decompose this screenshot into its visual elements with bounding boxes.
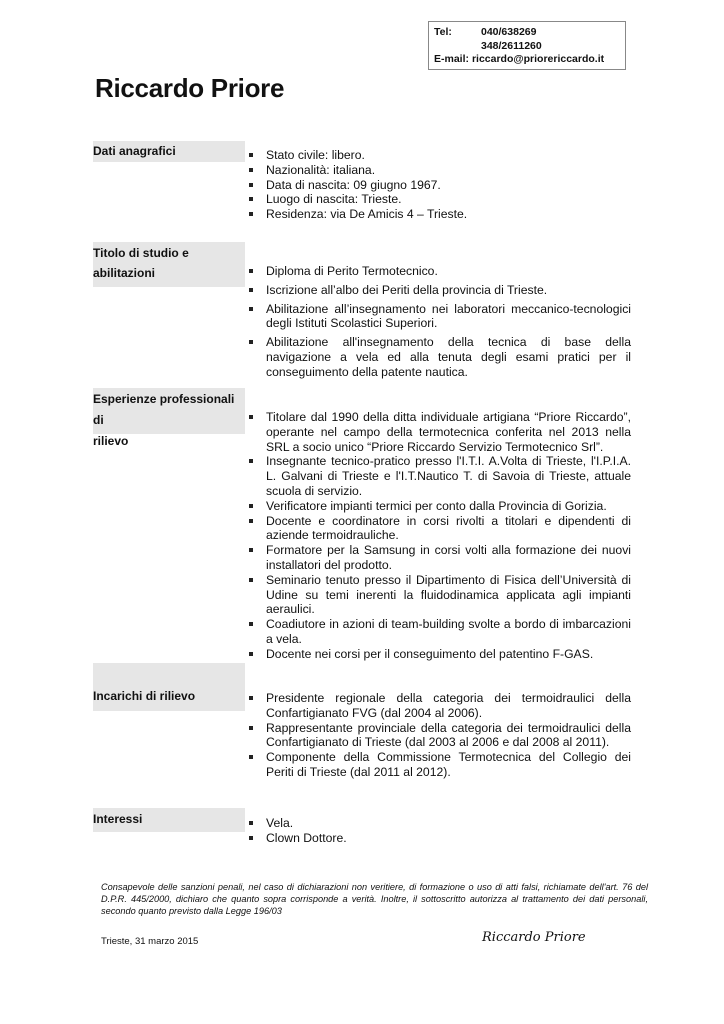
list-item: Docente nei corsi per il conseguimento del patentino F-GAS. <box>248 647 631 662</box>
list-item: Docente e coordinatore in corsi rivolti a titolari e dipendenti di aziende termoidrauliche. <box>248 514 631 544</box>
list-item: Abilitazione all'insegnamento della tecnica di base della navigazione a vela ed alla tenuta degli esami pratici per il conseguimento della patente nautica. <box>248 335 631 379</box>
section-items <box>248 148 631 222</box>
list-item: Verificatore impianti termici per conto dalla Provincia di Gorizia. <box>248 499 631 514</box>
list-item: Titolare dal 1990 della ditta individuale artigiana “Priore Riccardo”, operante nel campo della termotecnica conferita nel 2013 nella SRL a socio unico “Priore Riccardo Servizio Termotecnico Srl”. <box>248 410 631 454</box>
tel-number-2: 348/2611260 <box>481 39 542 52</box>
section-label: Interessi <box>93 812 143 826</box>
list-item: Clown Dottore. <box>248 831 631 846</box>
contact-box <box>428 21 626 70</box>
section-items <box>248 816 631 846</box>
contact-tel-row <box>434 26 625 40</box>
list-item: Componente della Commissione Termotecnica del Collegio dei Periti di Trieste (dal 2011 al 2012). <box>248 750 631 780</box>
section-label: Dati anagrafici <box>93 144 176 158</box>
tel-label: Tel: <box>434 26 452 38</box>
page-title: Riccardo Priore <box>95 73 285 103</box>
list-item: Coadiutore in azioni di team-building svolte a bordo di imbarcazioni a vela. <box>248 617 631 647</box>
contact-email-row <box>434 53 625 67</box>
list-item: Vela. <box>248 816 631 831</box>
section-items <box>248 264 631 380</box>
list-item: Diploma di Perito Termotecnico. <box>248 264 631 279</box>
date-place: Trieste, 31 marzo 2015 <box>101 936 199 947</box>
list-item: Iscrizione all’albo dei Periti della provincia di Trieste. <box>248 283 631 298</box>
section-items <box>248 410 631 662</box>
tel-number-1: 040/638269 <box>481 26 537 38</box>
section-label: Incarichi di rilievo <box>93 689 196 703</box>
section-label: Esperienze professionali di rilievo <box>93 392 235 448</box>
list-item: Presidente regionale della categoria dei termoidraulici della Confartigianato FVG (dal 2004 al 2006). <box>248 691 631 721</box>
email-label: E-mail: <box>434 53 470 65</box>
list-item: Residenza: via De Amicis 4 – Trieste. <box>248 207 631 222</box>
list-item: Formatore per la Samsung in corsi volti alla formazione dei nuovi installatori del prodotto. <box>248 543 631 573</box>
list-item: Nazionalità: italiana. <box>248 163 631 178</box>
list-item: Stato civile: libero. <box>248 148 631 163</box>
list-item: Luogo di nascita: Trieste. <box>248 192 631 207</box>
list-item: Data di nascita: 09 giugno 1967. <box>248 178 631 193</box>
list-item: Insegnante tecnico-pratico presso l'I.T.I. A.Volta di Trieste, l'I.P.I.A. L. Galvani di Trieste e l'I.T.Nautico T. di Savoia di Trieste, attuale scuola di servizio. <box>248 454 631 498</box>
list-item: Rappresentante provinciale della categoria dei termoidraulici della Confartigianato di Trieste (dal 2003 al 2006 e dal 2008 al 2011). <box>248 721 631 751</box>
list-item: Seminario tenuto presso il Dipartimento di Fisica dell’Università di Udine su temi inerenti la fluidodinamica applicata agli impianti aeraulici. <box>248 573 631 617</box>
email-address: riccardo@priorericcardo.it <box>471 53 605 65</box>
contact-tel2-row <box>434 40 625 54</box>
section-label: Titolo di studio e abilitazioni <box>93 246 189 280</box>
signature: Riccardo Priore <box>482 930 586 945</box>
disclaimer-text: Consapevole delle sanzioni penali, nel caso di dichiarazioni non veritiere, di formazione o uso di atti falsi, richiamate dell'art. 76 del D.P.R. 445/2000, dichiaro che quanto sopra corrisponde a verità. Inoltre, il sottoscritto autorizza al trattamento dei dati personali, secondo quanto previsto dalla Legge 196/03 <box>101 882 648 917</box>
section-items <box>248 691 631 780</box>
list-item: Abilitazione all’insegnamento nei laboratori meccanico-tecnologici degli Istituti Scolastici Superiori. <box>248 302 631 332</box>
